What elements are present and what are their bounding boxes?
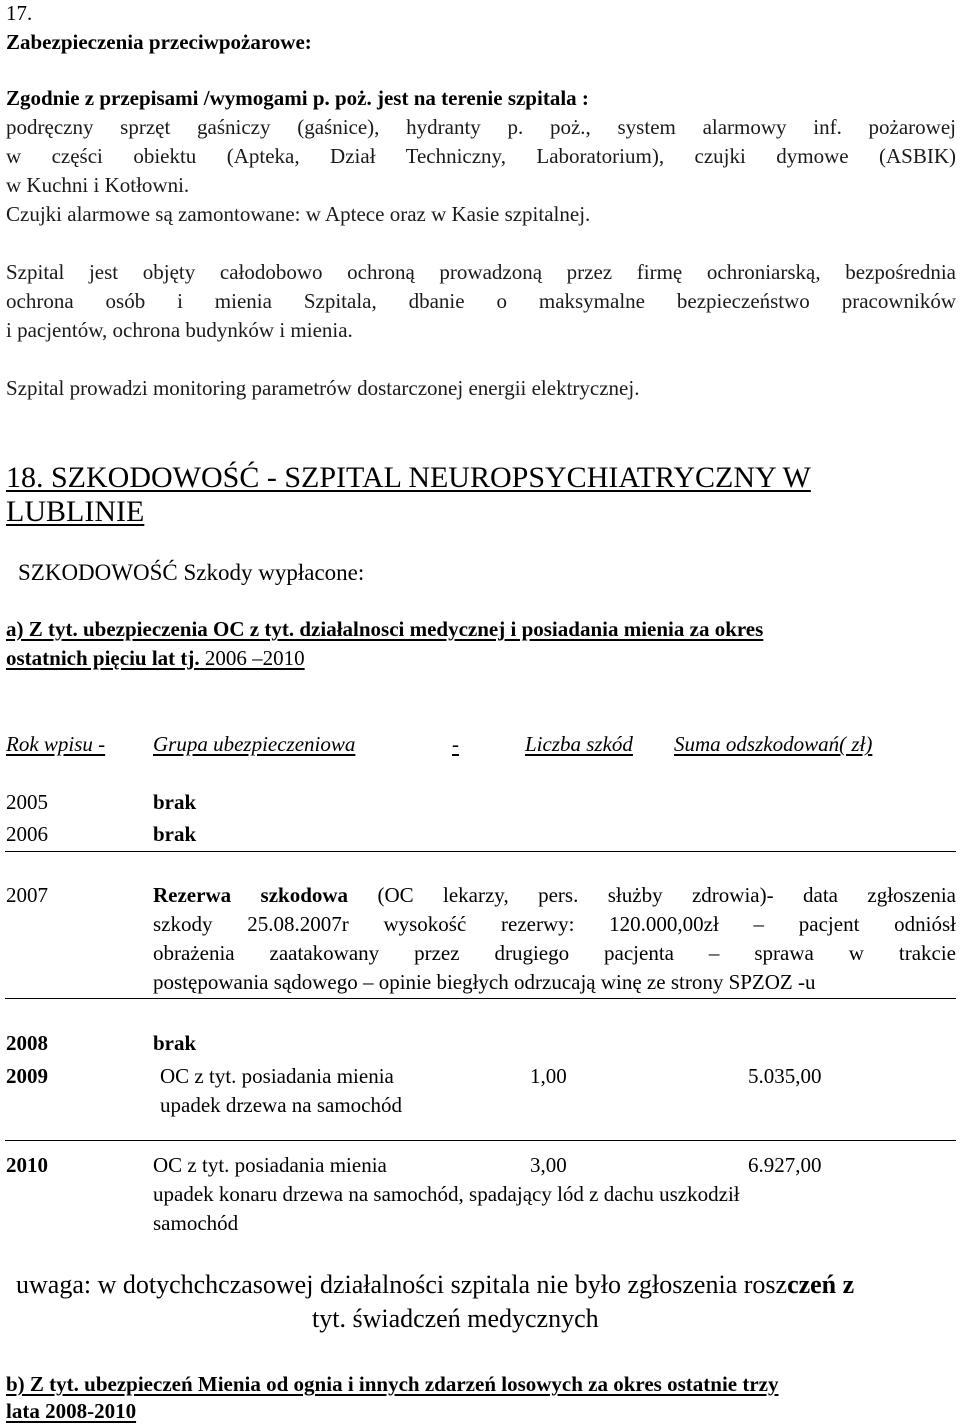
col-count-header: Liczba szkód <box>525 732 633 756</box>
fire-line-4: Czujki alarmowe są zamontowane: w Aptece oraz w Kasie szpitalnej. <box>6 202 591 226</box>
row-divider <box>5 998 956 999</box>
row-divider <box>5 851 956 852</box>
row-2010-desc-2: samochód <box>153 1211 239 1235</box>
row-2008-year: 2008 <box>6 1031 48 1055</box>
row-2005-year: 2005 <box>6 790 48 814</box>
row-2009-sum: 5.035,00 <box>748 1064 822 1088</box>
row-2006-group: brak <box>153 822 197 846</box>
row-divider <box>5 1140 956 1141</box>
security-line-3: i pacjentów, ochrona budynków i mienia. <box>6 318 353 342</box>
row-2010-count: 3,00 <box>530 1153 567 1177</box>
section-b-line-1: b) Z tyt. ubezpieczeń Mienia od ognia i innych zdarzeń losowych za okres ostatnie trzy <box>6 1372 779 1396</box>
claims-scope-line-1: a) Z tyt. ubezpieczenia OC z tyt. działalnosci medycznej i posiadania mienia za okres <box>6 617 764 641</box>
row-2008-group: brak <box>153 1031 197 1055</box>
row-2007-year: 2007 <box>6 883 48 907</box>
row-2010-desc-1: upadek konaru drzewa na samochód, spadający lód z dachu uszkodził <box>153 1182 740 1206</box>
security-line-1: Szpital jest objęty całodobowo ochroną prowadzoną przez firmę ochroniarską, bezpośrednia <box>6 260 956 284</box>
col-group-header: Grupa ubezpieczeniowa <box>153 732 356 756</box>
col-year-header: Rok wpisu - <box>6 732 106 756</box>
fire-lead: Zgodnie z przepisami /wymogami p. poż. jest na terenie szpitala : <box>6 86 589 110</box>
note-line-2: tyt. świadczeń medycznych <box>312 1304 599 1333</box>
row-2010-sum: 6.927,00 <box>748 1153 822 1177</box>
period-label: ostatnich pięciu lat tj. <box>6 646 200 670</box>
section-18-title-1: 18. SZKODOWOŚĆ - SZPITAL NEUROPSYCHIATRYCZNY W <box>6 461 811 494</box>
row-2010-group: OC z tyt. posiadania mienia <box>153 1153 387 1177</box>
monitoring-line: Szpital prowadzi monitoring parametrów dostarczonej energii elektrycznej. <box>6 376 640 400</box>
row-2007-line-2: szkody 25.08.2007r wysokość rezerwy: 120.000,00zł – pacjent odniósł <box>153 912 956 936</box>
fire-line-2: w części obiektu (Apteka, Dział Techniczny, Laboratorium), czujki dymowe (ASBIK) <box>6 144 956 168</box>
section-title: Zabezpieczenia przeciwpożarowe: <box>6 30 312 54</box>
claims-scope-line-2 <box>6 648 305 669</box>
row-2010-year: 2010 <box>6 1153 48 1177</box>
section-18-title-2: LUBLINIE <box>6 495 145 528</box>
security-line-2: ochrona osób i mienia Szpitala, dbanie o maksymalne bezpieczeństwo pracowników <box>6 289 956 313</box>
row-2005-group: brak <box>153 790 197 814</box>
row-2009-group: OC z tyt. posiadania mienia <box>160 1064 394 1088</box>
section-number: 17. <box>6 1 33 25</box>
section-b-line-2: lata 2008-2010 <box>6 1399 137 1423</box>
row-2006-year: 2006 <box>6 822 48 846</box>
header-dash: - <box>452 732 459 756</box>
fire-line-1: podręczny sprzęt gaśniczy (gaśnice), hydranty p. poż., system alarmowy inf. pożarowej <box>6 115 956 139</box>
claims-subtitle: SZKODOWOŚĆ Szkody wypłacone: <box>18 560 365 585</box>
fire-line-3: w Kuchni i Kotłowni. <box>6 173 190 197</box>
row-2007-line-1: Rezerwa szkodowa (OC lekarzy, pers. służby zdrowia)- data zgłoszenia <box>153 883 956 907</box>
row-2007-line-3: obrażenia zaatakowany przez drugiego pacjenta – sprawa w trakcie <box>153 941 956 965</box>
col-sum-header: Suma odszkodowań( zł) <box>674 732 873 756</box>
period-years: 2006 –2010 <box>204 646 305 670</box>
row-2009-count: 1,00 <box>530 1064 567 1088</box>
row-2009-desc: upadek drzewa na samochód <box>160 1093 402 1117</box>
row-2009-year: 2009 <box>6 1064 48 1088</box>
row-2007-line-4: postępowania sądowego – opinie biegłych odrzucają winę ze strony SPZOZ -u <box>153 970 816 994</box>
note-line-1: uwaga: w dotychchczasowej działalności szpitala nie było zgłoszenia roszczeń z <box>16 1270 855 1299</box>
